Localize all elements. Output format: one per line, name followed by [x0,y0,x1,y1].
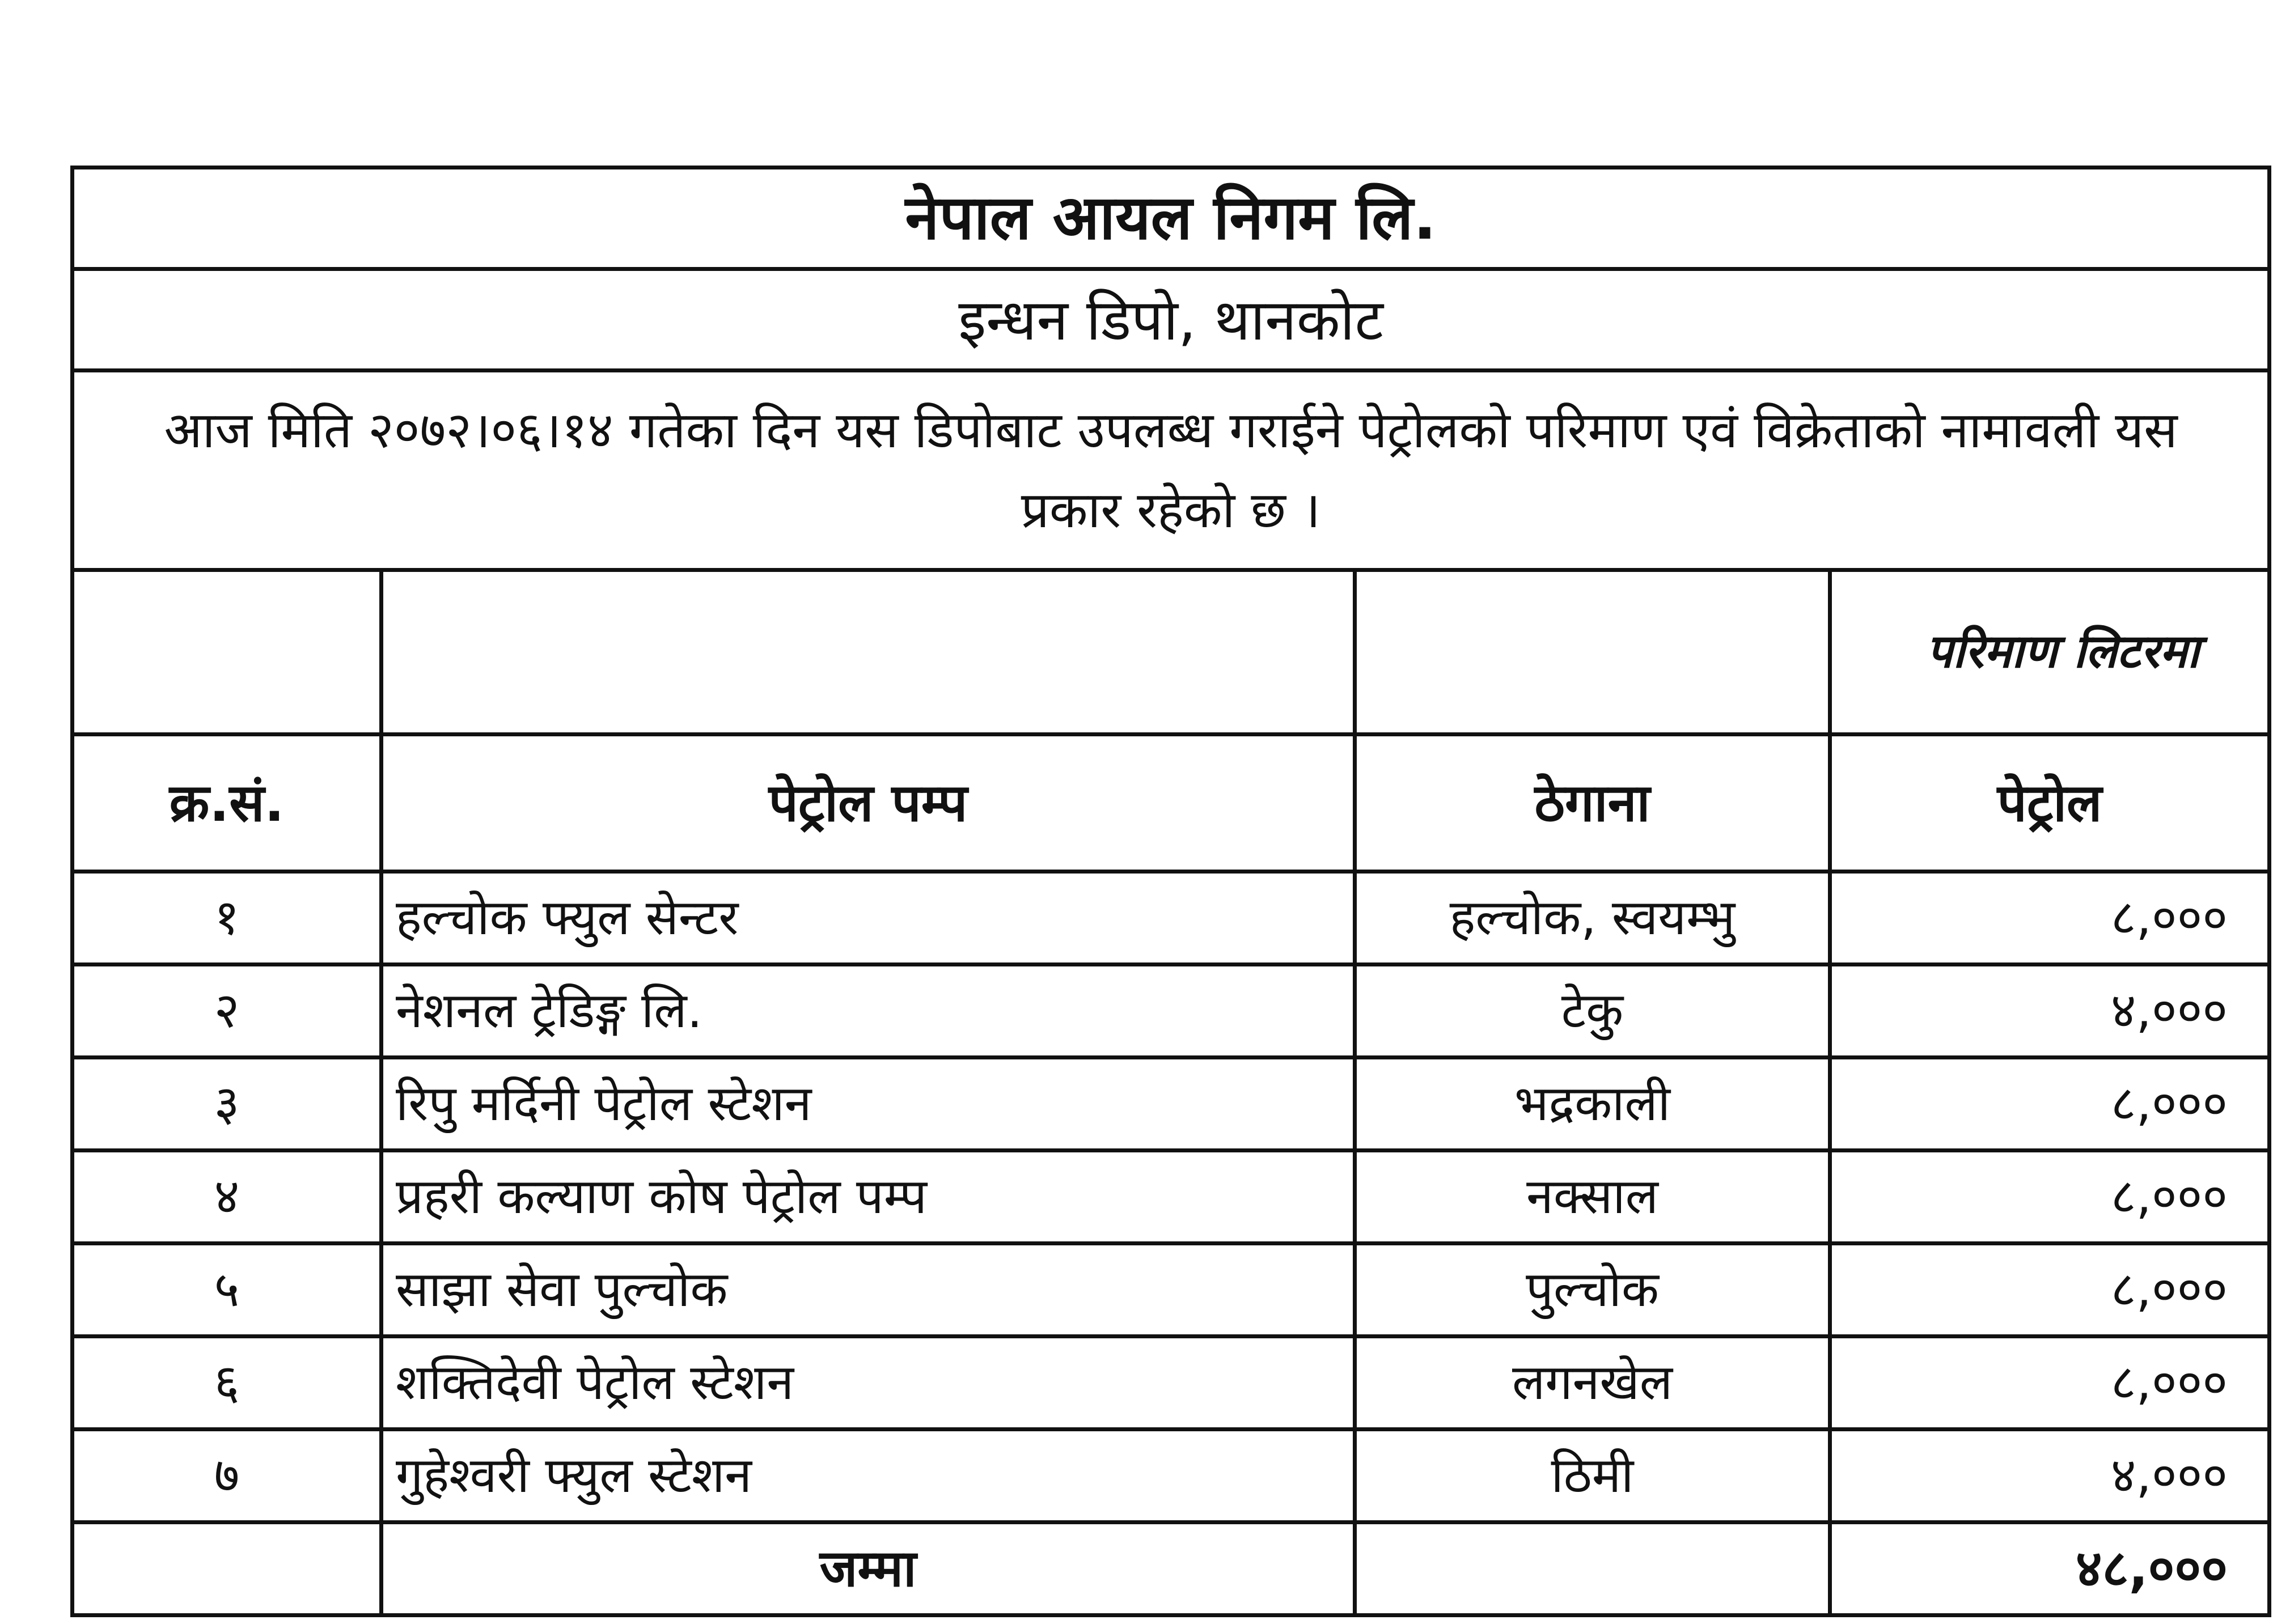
table-row [73,1244,2270,1337]
serial-number: १ [73,872,382,965]
pump-address: टेकु [1355,965,1830,1058]
column-header-petrol: पेट्रोल [1830,735,2270,872]
pump-name: गुहेश्वरी फ्युल स्टेशन [382,1430,1355,1523]
empty-cell [382,570,1355,735]
header-row [73,735,2270,872]
pump-address: नक्साल [1355,1151,1830,1244]
org-title: नेपाल आयल निगम लि. [73,168,2270,269]
pump-name: हल्चोक फ्युल सेन्टर [382,872,1355,965]
table-row [73,872,2270,965]
serial-number: ५ [73,1244,382,1337]
unit-row [73,570,2270,735]
pump-address: हल्चोक, स्वयम्भु [1355,872,1830,965]
serial-number: ४ [73,1151,382,1244]
table-row [73,965,2270,1058]
column-header-address: ठेगाना [1355,735,1830,872]
table-row [73,1337,2270,1430]
pump-address: भद्रकाली [1355,1058,1830,1151]
serial-number: ६ [73,1337,382,1430]
depot-subtitle: इन्धन डिपो, थानकोट [73,269,2270,371]
empty-cell [73,1523,382,1615]
table-row [73,1151,2270,1244]
empty-cell [73,570,382,735]
pump-name: प्रहरी कल्याण कोष पेट्रोल पम्प [382,1151,1355,1244]
pump-name: नेशनल ट्रेडिङ्ग लि. [382,965,1355,1058]
petrol-quantity: ८,००० [1830,1337,2270,1430]
empty-cell [1355,570,1830,735]
total-row [73,1523,2270,1615]
notice-text: आज मिति २०७२।०६।१४ गतेका दिन यस डिपोबाट उपलब्ध गराईने पेट्रोलको परिमाण एवं विक्रेताको नामावली यस प्रकार रहेको छ । [73,371,2270,570]
petrol-quantity: ८,००० [1830,872,2270,965]
petrol-quantity: ४,००० [1830,1430,2270,1523]
serial-number: ७ [73,1430,382,1523]
fuel-distribution-sheet [70,166,2267,1597]
column-header-serial: क्र.सं. [73,735,382,872]
total-value: ४८,००० [1830,1523,2270,1615]
empty-cell [1355,1523,1830,1615]
serial-number: ३ [73,1058,382,1151]
petrol-quantity: ८,००० [1830,1244,2270,1337]
unit-note: परिमाण लिटरमा [1830,570,2270,735]
pump-name: साझा सेवा पुल्चोक [382,1244,1355,1337]
pump-address: ठिमी [1355,1430,1830,1523]
serial-number: २ [73,965,382,1058]
petrol-quantity: ८,००० [1830,1058,2270,1151]
distribution-table [70,166,2271,1617]
pump-name: रिपु मर्दिनी पेट्रोल स्टेशन [382,1058,1355,1151]
column-header-petrol-pump: पेट्रोल पम्प [382,735,1355,872]
pump-address: पुल्चोक [1355,1244,1830,1337]
total-label: जम्मा [382,1523,1355,1615]
table-row [73,1058,2270,1151]
pump-address: लगनखेल [1355,1337,1830,1430]
table-row [73,1430,2270,1523]
petrol-quantity: ४,००० [1830,965,2270,1058]
pump-name: शक्तिदेवी पेट्रोल स्टेशन [382,1337,1355,1430]
petrol-quantity: ८,००० [1830,1151,2270,1244]
